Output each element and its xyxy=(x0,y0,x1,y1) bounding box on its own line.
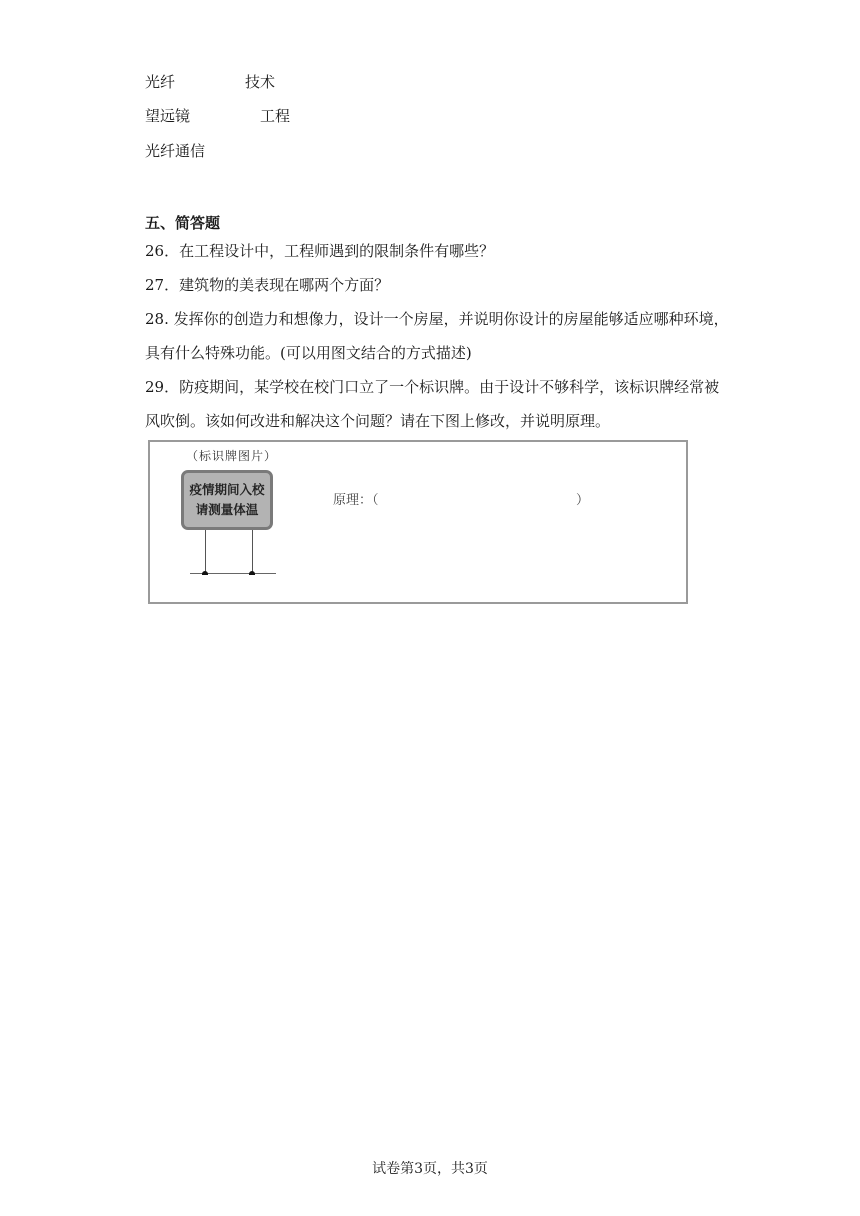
matching-item-telescope: 望远镜 xyxy=(145,107,191,125)
page-footer: 试卷第3页，共3页 xyxy=(372,1161,488,1177)
pole-base-left xyxy=(202,571,208,575)
matching-item-technology: 技术 xyxy=(245,73,276,91)
sign-pole-right xyxy=(252,530,253,574)
sign-text-line-2: 请测量体温 xyxy=(195,502,259,517)
sign-board xyxy=(181,470,273,530)
pole-base-right xyxy=(249,571,255,575)
principle-label: 原理：（ xyxy=(333,493,379,508)
sign-pole-left xyxy=(205,530,206,574)
question-26: 26．在工程设计中，工程师遇到的限制条件有哪些？ xyxy=(145,242,495,260)
sign-text-line-1: 疫情期间入校 xyxy=(189,482,265,497)
question-27: 27．建筑物的美表现在哪两个方面？ xyxy=(145,276,390,294)
figure-caption: （标识牌图片） xyxy=(186,449,278,463)
principle-answer-close: ） xyxy=(576,493,590,508)
matching-item-fiber-communication: 光纤通信 xyxy=(145,142,206,160)
question-28-line-1: 28. 发挥你的创造力和想像力，设计一个房屋，并说明你设计的房屋能够适应哪种环境， xyxy=(145,310,729,328)
matching-item-engineering: 工程 xyxy=(260,107,291,125)
question-29-line-2: 风吹倒。该如何改进和解决这个问题？请在下图上修改，并说明原理。 xyxy=(145,412,611,430)
question-28-line-2: 具有什么特殊功能。(可以用图文结合的方式描述) xyxy=(145,344,472,362)
question-29-line-1: 29．防疫期间，某学校在校门口立了一个标识牌。由于设计不够科学，该标识牌经常被 xyxy=(145,378,720,396)
matching-item-fiber: 光纤 xyxy=(145,73,176,91)
section-heading: 五、简答题 xyxy=(145,214,221,232)
